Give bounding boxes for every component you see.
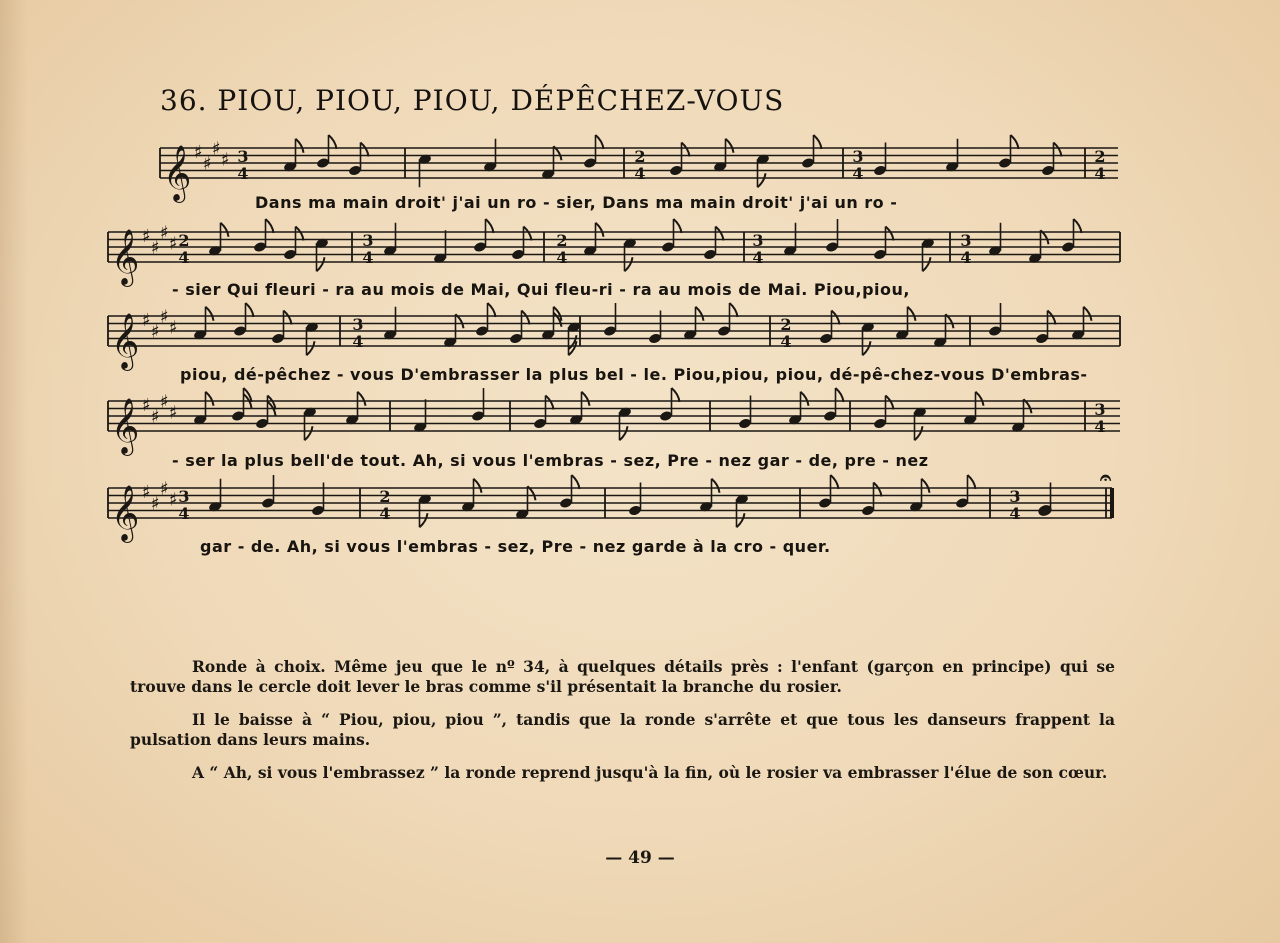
sharp-icon: ♯ [169,233,178,255]
note-flag [206,307,214,321]
time-signature-numerator: 3 [1009,487,1021,506]
note-flag [307,341,315,355]
treble-clef-icon: 𝄞 [163,145,192,201]
note-flag [908,307,916,321]
note-flag [1084,307,1092,321]
sharp-icon: ♯ [194,142,203,163]
time-signature-denominator: 4 [556,248,568,267]
staff-system-5 [0,465,1280,570]
sharp-icon: ♯ [169,402,178,424]
note-flag [832,311,840,325]
sharp-icon: ♯ [142,482,151,503]
note-flag [758,173,766,187]
time-signature-denominator: 4 [379,504,391,523]
paragraph-1: Ronde à choix. Même jeu que le nº 34, à quelques détails près : l'enfant (garçon en principe) qui se trouve dans le cercle doit lever le bras comme s'il présentait la branche du rosier. [130,657,1115,696]
note-flag [1048,311,1056,325]
time-signature-denominator: 4 [752,248,764,267]
sharp-icon: ♯ [160,478,169,500]
time-signature-denominator: 4 [960,248,972,267]
lyrics-line-5: gar - de. Ah, si vous l'embras - sez, Pre - nez garde à la cro - quer. [200,537,831,556]
note-flag [620,426,628,440]
time-signature-denominator: 4 [1094,417,1106,436]
sharp-icon: ♯ [212,138,221,160]
note-flag [712,479,720,493]
note-flag [923,257,931,271]
note-flag [420,513,428,527]
time-signature-numerator: 2 [634,147,646,166]
sharp-icon: ♯ [151,237,160,259]
time-signature-numerator: 2 [1094,147,1106,166]
note-flag [296,227,304,241]
sharp-icon: ♯ [160,306,169,328]
sharp-icon: ♯ [160,391,169,413]
song-title: 36. PIOU, PIOU, PIOU, DÉPÊCHEZ-VOUS [160,84,785,117]
lyrics-line-2: - sier Qui fleuri - ra au mois de Mai, Qui fleu-ri - ra au mois de Mai. Piou,piou, [172,280,910,299]
time-signature-numerator: 3 [1094,400,1106,419]
time-signature-denominator: 4 [237,164,249,183]
sharp-icon: ♯ [151,493,160,515]
note-flag [358,392,366,406]
note-flag [317,257,325,271]
treble-clef-icon: 𝄞 [111,398,140,454]
time-signature-denominator: 4 [852,164,864,183]
note-flag [801,392,809,406]
note-flag [976,392,984,406]
time-signature-numerator: 3 [178,487,190,506]
sharp-icon: ♯ [142,310,151,331]
note-flag [206,392,214,406]
treble-clef-icon: 𝄞 [111,313,140,369]
sharp-icon: ♯ [160,222,169,244]
staff-system-1 [0,140,1280,230]
treble-clef-icon: 𝄞 [111,229,140,285]
note-flag [284,311,292,325]
note-flag [1054,143,1062,157]
note-flag [814,135,822,149]
note-flag [582,392,590,406]
staff-svg [0,140,1280,230]
treble-clef-icon: 𝄞 [111,485,140,541]
page-number: — 49 — [605,848,675,868]
note-flag [716,227,724,241]
note-flag [524,227,532,241]
note-flag [305,426,313,440]
time-signature-numerator: 2 [379,487,391,506]
note-flag [596,223,604,237]
paragraph-2: Il le baisse à “ Piou, piou, piou ”, tandis que la ronde s'arrête et que tous les danseurs frappent la pulsation dans leurs mains. [130,710,1115,749]
sharp-icon: ♯ [203,153,212,175]
time-signature-numerator: 3 [362,231,374,250]
sharp-icon: ♯ [151,321,160,343]
staff-system-3 [0,308,1280,398]
note-flag [886,396,894,410]
time-signature-denominator: 4 [1094,164,1106,183]
time-signature-numerator: 3 [752,231,764,250]
note-flag [922,479,930,493]
sharp-icon: ♯ [169,317,178,339]
time-signature-numerator: 2 [556,231,568,250]
time-signature-denominator: 4 [178,248,190,267]
note-flag [625,257,633,271]
lyrics-line-3: piou, dé-pêchez - vous D'embrasser la plus bel - le. Piou,piou, piou, dé-pê-chez-vous D'embras- [180,365,1088,384]
note-flag [474,479,482,493]
note-flag [726,139,734,153]
note-flag [682,143,690,157]
time-signature-denominator: 4 [362,248,374,267]
note-flag [546,396,554,410]
note-flag [737,513,745,527]
sharp-icon: ♯ [142,395,151,416]
fermata-icon: 𝄐 [1100,465,1112,489]
note-flag [522,311,530,325]
sharp-icon: ♯ [151,406,160,428]
instructions [130,657,1115,783]
time-signature-numerator: 3 [852,147,864,166]
lyrics-line-1: Dans ma main droit' j'ai un ro - sier, Dans ma main droit' j'ai un ro - [255,193,898,212]
paragraph-3: A “ Ah, si vous l'embrassez ” la ronde reprend jusqu'à la fin, où le rosier va embrasser l'élue de son cœur. [192,763,1108,782]
sharp-icon: ♯ [169,489,178,511]
note-flag [886,227,894,241]
note-flag [874,483,882,497]
note-flag [696,307,704,321]
note-flag [296,139,304,153]
time-signature-numerator: 3 [237,147,249,166]
time-signature-denominator: 4 [178,504,190,523]
time-signature-numerator: 3 [960,231,972,250]
time-signature-denominator: 4 [1009,504,1021,523]
time-signature-numerator: 3 [352,315,364,334]
note-flag [863,341,871,355]
staff-svg [0,308,1280,398]
sharp-icon: ♯ [142,226,151,247]
note-flag [915,426,923,440]
staff-system-2 [0,224,1280,314]
sharp-icon: ♯ [221,149,230,171]
staff-svg [0,465,1280,570]
note-flag [1011,135,1019,149]
staff-svg [0,224,1280,314]
note-flag [221,223,229,237]
lyrics-line-4: - ser la plus bell'de tout. Ah, si vous l'embras - sez, Pre - nez gar - de, pre - nez [172,451,929,470]
time-signature-denominator: 4 [352,332,364,351]
note-flag [361,143,369,157]
note-flag [596,135,604,149]
time-signature-numerator: 2 [780,315,792,334]
time-signature-denominator: 4 [780,332,792,351]
note-flag [329,135,337,149]
time-signature-numerator: 2 [178,231,190,250]
time-signature-denominator: 4 [634,164,646,183]
